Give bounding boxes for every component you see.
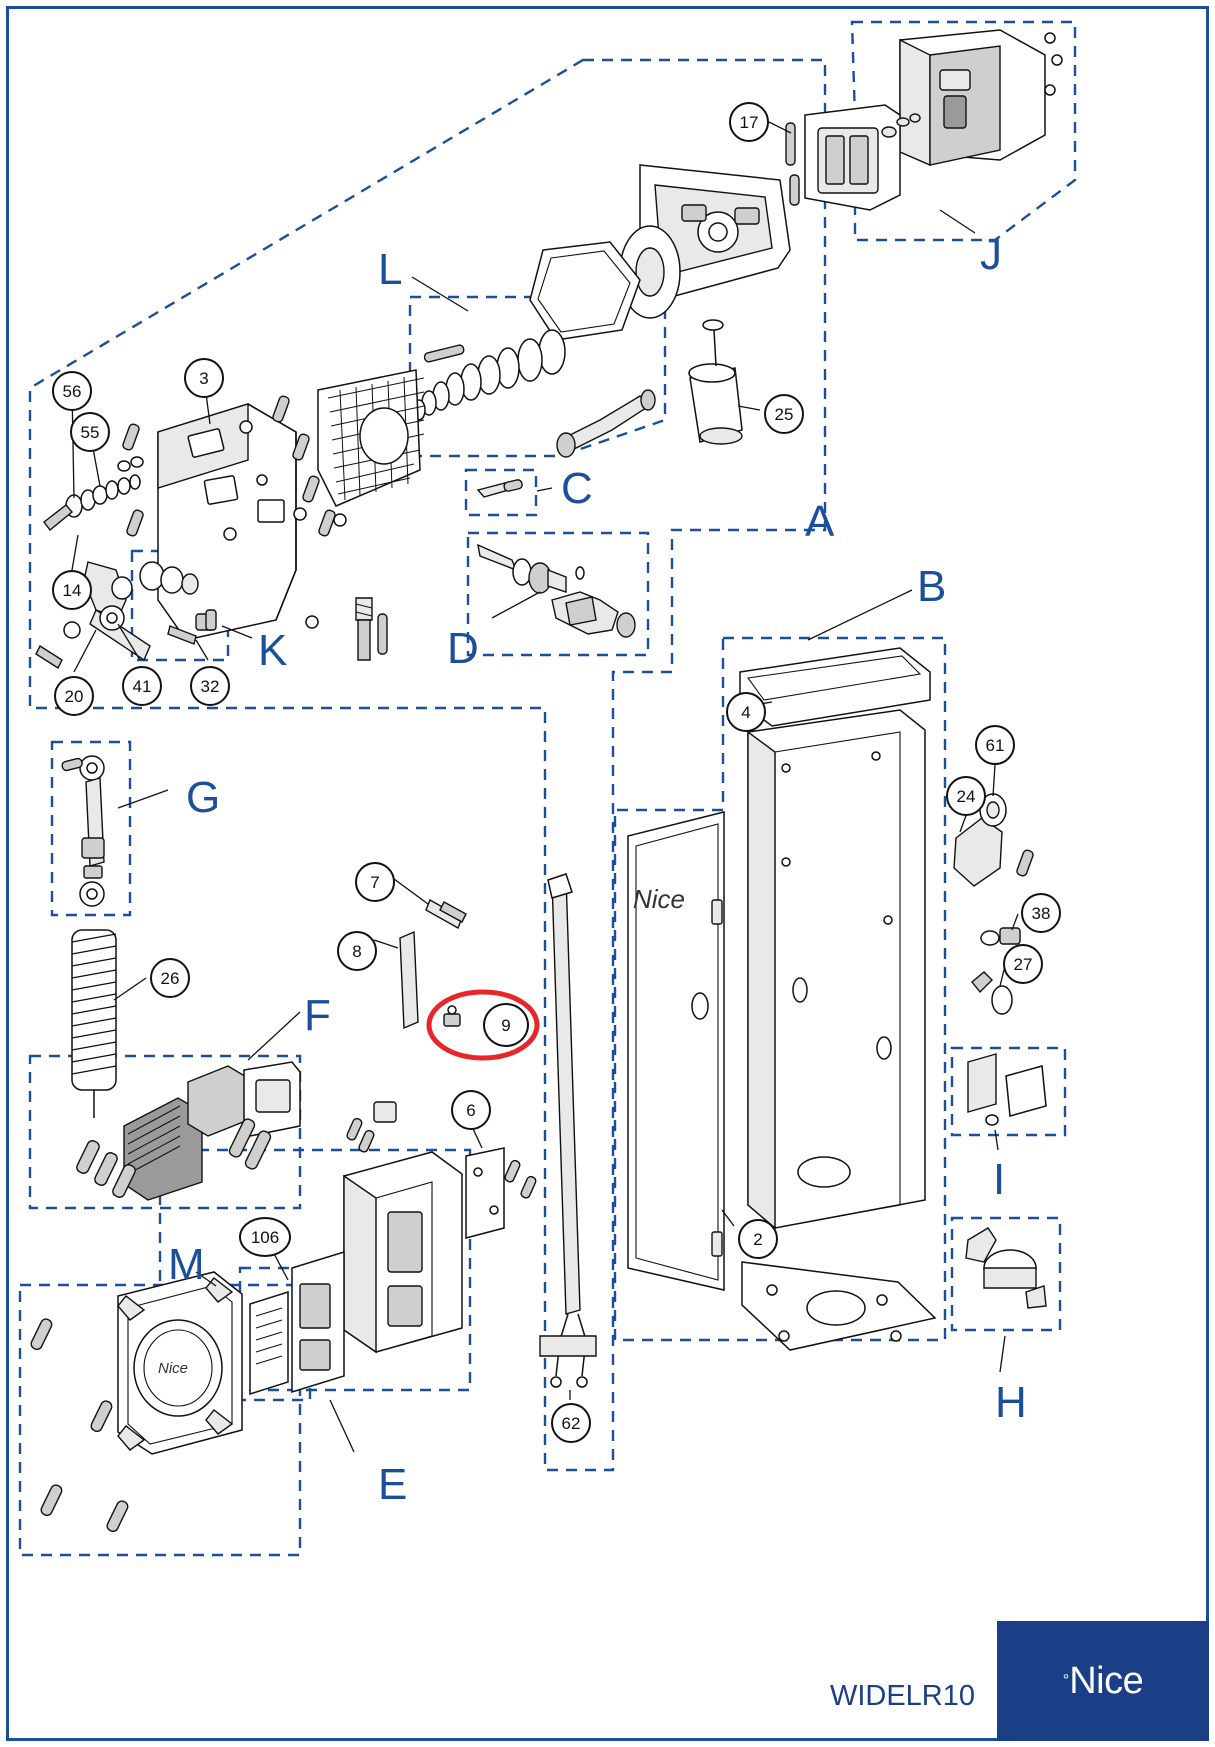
group-label-a: A xyxy=(805,497,835,546)
brand-logo-text: Nice xyxy=(1069,1659,1144,1702)
group-label-c: C xyxy=(561,464,593,513)
group-label-g: G xyxy=(186,773,221,822)
brand-registered-mark: ° xyxy=(1062,1672,1070,1689)
callout-38: 38 xyxy=(1021,893,1061,933)
group-label-h: H xyxy=(995,1378,1027,1427)
callout-6: 6 xyxy=(451,1090,491,1130)
callout-26: 26 xyxy=(150,958,190,998)
callout-8: 8 xyxy=(337,931,377,971)
group-label-f: F xyxy=(304,991,331,1040)
panel-brand-mark: Nice xyxy=(158,1360,189,1377)
brand-logo-box xyxy=(997,1621,1209,1741)
callout-14: 14 xyxy=(52,570,92,610)
group-label-e: E xyxy=(378,1460,408,1509)
callout-56: 56 xyxy=(52,371,92,411)
callout-20: 20 xyxy=(54,676,94,716)
callout-7: 7 xyxy=(355,862,395,902)
door-brand-mark: Nice xyxy=(633,884,686,914)
callout-4: 4 xyxy=(726,692,766,732)
callout-61: 61 xyxy=(975,725,1015,765)
model-code-label: WIDELR10 xyxy=(829,1680,975,1712)
callout-62: 62 xyxy=(551,1403,591,1443)
group-label-d: D xyxy=(447,624,479,673)
callout-3: 3 xyxy=(184,358,224,398)
callout-27: 27 xyxy=(1003,944,1043,984)
callout-24: 24 xyxy=(946,776,986,816)
callout-106: 106 xyxy=(239,1217,291,1257)
callout-9: 9 xyxy=(483,1003,529,1047)
callout-17: 17 xyxy=(729,102,769,142)
callout-55: 55 xyxy=(70,412,110,452)
group-label-l: L xyxy=(378,245,403,294)
group-label-b: B xyxy=(917,562,947,611)
group-label-k: K xyxy=(258,626,288,675)
group-label-m: M xyxy=(168,1240,205,1289)
group-label-j: J xyxy=(980,230,1002,279)
callout-32: 32 xyxy=(190,666,230,706)
group-label-i: I xyxy=(993,1155,1006,1204)
callout-2: 2 xyxy=(738,1219,778,1259)
callout-25: 25 xyxy=(764,394,804,434)
callout-41: 41 xyxy=(122,666,162,706)
